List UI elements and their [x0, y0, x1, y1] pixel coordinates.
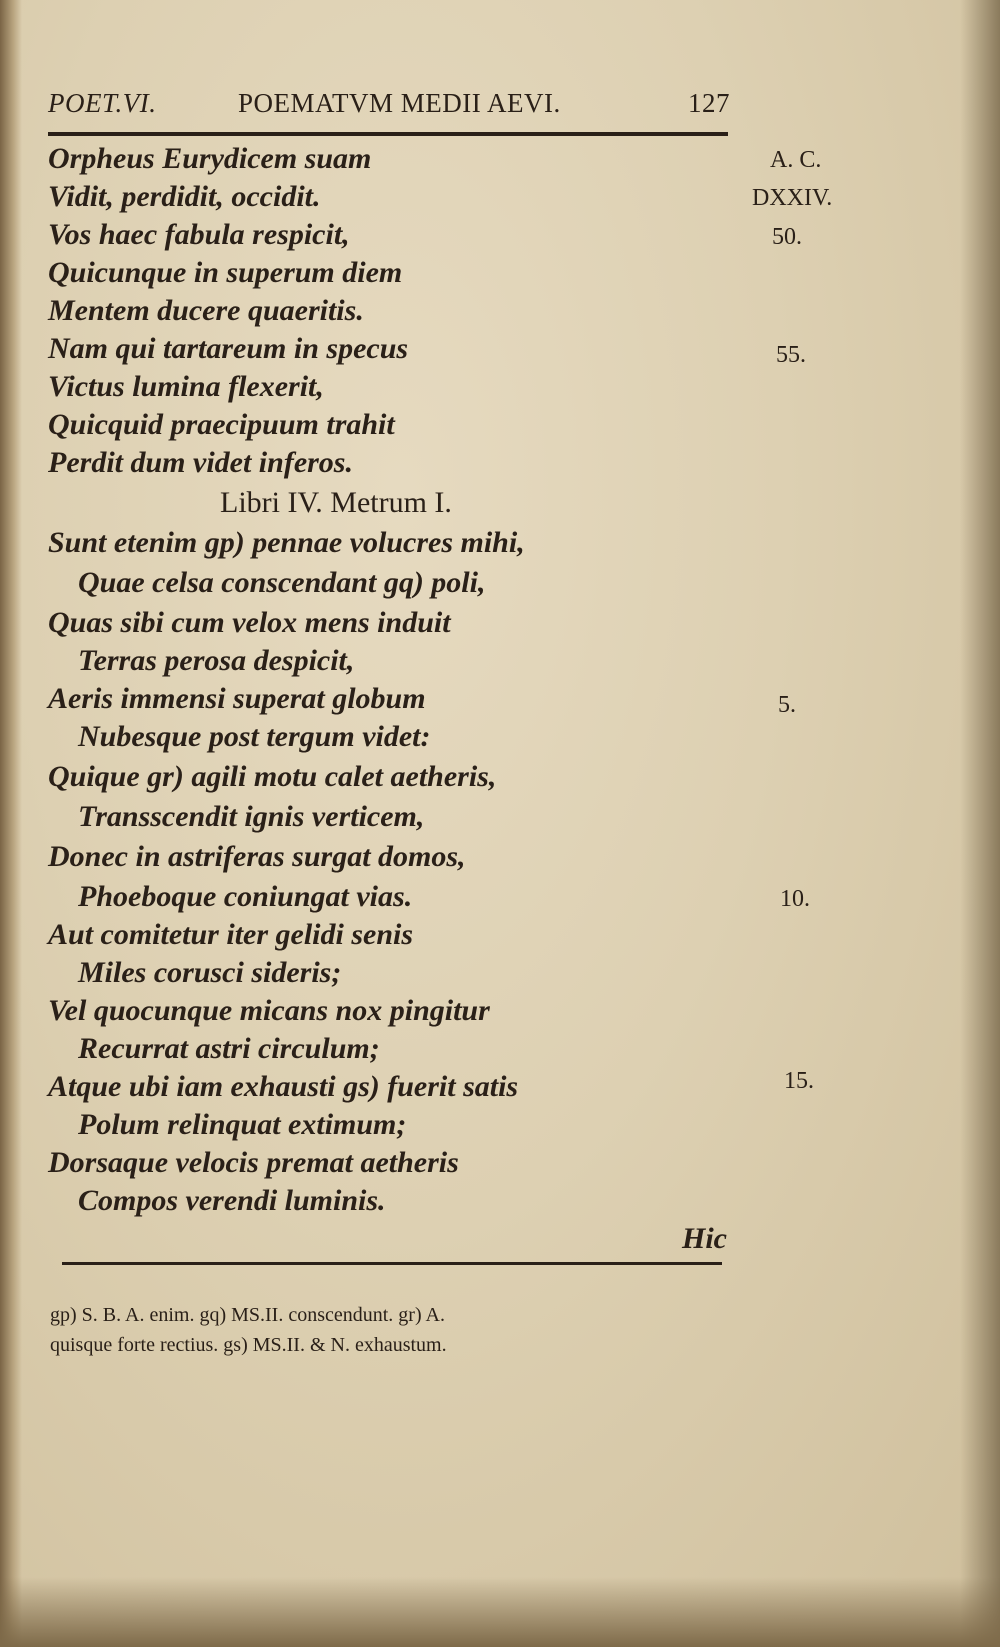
margin-note-line-number: 55. [776, 342, 806, 368]
footnotes [50, 1300, 750, 1360]
verse-line: Orpheus Eurydicem suam [48, 142, 372, 175]
verse-line: Aut comitetur iter gelidi senis [48, 918, 414, 951]
verse-line: Recurrat astri circulum; [78, 1032, 380, 1065]
margin-note-line-number: 10. [780, 886, 810, 912]
footnote-rule [62, 1262, 722, 1265]
margin-note-year: DXXIV. [752, 185, 833, 211]
verse-line: Quicquid praecipuum trahit [48, 408, 395, 441]
verse-line: Victus lumina flexerit, [48, 370, 324, 403]
page-bottom-shadow [0, 1577, 1000, 1647]
header-title: POEMATVM MEDII AEVI. [238, 88, 561, 118]
verse-line: Nubesque post tergum videt: [78, 720, 431, 753]
margin-note-line-number: 15. [784, 1068, 814, 1094]
verse-line: Donec in astriferas surgat domos, [48, 840, 466, 873]
section-heading: Libri IV. Metrum I. [220, 486, 452, 519]
verse-line: Miles corusci sideris; [78, 956, 342, 989]
verse-line: Polum relinquat extimum; [78, 1108, 407, 1141]
verse-line: Vel quocunque micans nox pingitur [48, 994, 490, 1027]
verse-line: Transscendit ignis verticem, [78, 800, 425, 833]
verse-line: Compos verendi luminis. [78, 1184, 386, 1217]
verse-line: Vidit, perdidit, occidit. [48, 180, 321, 213]
verse-line: Phoeboque coniungat vias. [78, 880, 413, 913]
verse-line: Sunt etenim gp) pennae volucres mihi, [48, 526, 525, 559]
margin-note-line-number: 5. [778, 692, 796, 718]
running-header [48, 88, 738, 128]
footnote-line: quisque forte rectius. gs) MS.II. & N. exhaustum. [50, 1334, 447, 1356]
header-section-label: POET.VI. [48, 88, 157, 118]
verse-line: Perdit dum videt inferos. [48, 446, 353, 479]
verse-line: Vos haec fabula respicit, [48, 218, 350, 251]
verse-line: Quicunque in superum diem [48, 256, 403, 289]
header-rule [48, 132, 728, 136]
verse-line: Quique gr) agili motu calet aetheris, [48, 760, 497, 793]
verse-line: Terras perosa despicit, [78, 644, 355, 677]
verse-line: Mentem ducere quaeritis. [48, 294, 364, 327]
verse-line: Aeris immensi superat globum [48, 682, 426, 715]
page-left-shadow [0, 0, 22, 1647]
catchword: Hic [682, 1222, 727, 1255]
footnote-line: gp) S. B. A. enim. gq) MS.II. conscendunt. gr) A. [50, 1304, 445, 1326]
page-number: 127 [688, 88, 730, 118]
margin-note-year: A. C. [770, 147, 822, 173]
verse-line: Quae celsa conscendant gq) poli, [78, 566, 486, 599]
verse-line: Quas sibi cum velox mens induit [48, 606, 451, 639]
page-right-shadow [960, 0, 1000, 1647]
margin-note-line-number: 50. [772, 224, 802, 250]
verse-line: Atque ubi iam exhausti gs) fuerit satis [48, 1070, 519, 1103]
verse-line: Dorsaque velocis premat aetheris [48, 1146, 459, 1179]
verse-line: Nam qui tartareum in specus [48, 332, 409, 365]
